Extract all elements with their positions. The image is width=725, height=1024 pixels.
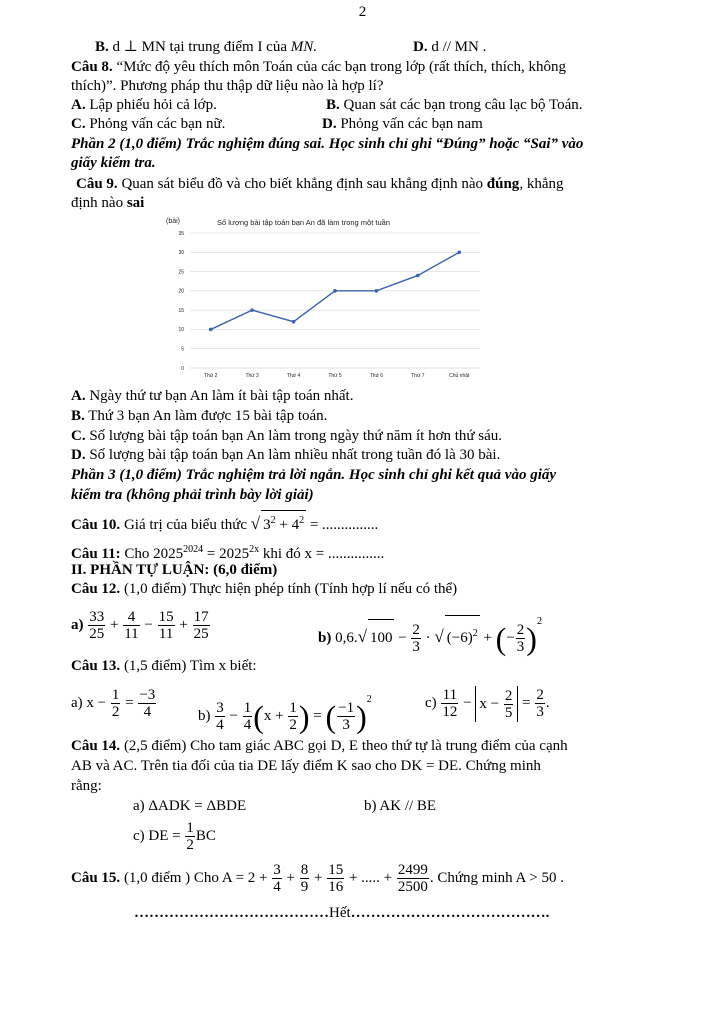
- chart-y-tick-label: 10: [178, 327, 184, 334]
- q8-line2: thích)”. Phương pháp thu thập dữ liệu nào là hợp lí?: [71, 78, 384, 94]
- q9-line1: Câu 9. Quan sát biểu đồ và cho biết khẳng định sau khẳng định nào đúng, khẳng: [76, 176, 564, 192]
- chart-y-tick-label: 5: [181, 346, 184, 353]
- chart-data-point: [333, 289, 337, 293]
- q10: Câu 10. Giá trị của biểu thức √ $3^2 + 4^2$ = ...............: [71, 510, 378, 535]
- q13-b: b) $\frac{3}{4}$ − $\frac{1}{4}$ (x + $\frac{1}{2}$ ) = ( $\frac{-1}{3}$ )$^2$: [198, 694, 372, 735]
- q14-part-a: a) ΔADK = ΔBDE: [133, 798, 247, 814]
- end-line: …………………………………Hết………………………………….: [134, 905, 550, 921]
- chart-x-tick-label: Thứ 2: [204, 373, 218, 379]
- page-number: 2: [358, 4, 367, 20]
- part3-heading-line1: Phần 3 (1,0 điểm) Trắc nghiệm trả lời ngắn. Học sinh chỉ ghi kết quả vào giấy: [71, 467, 557, 483]
- chart-title: Số lượng bài tập toán bạn An đã làm trong một tuần: [217, 218, 390, 227]
- part2-heading-line2: giấy kiểm tra.: [71, 155, 156, 171]
- q11: Câu 11: Cho $2025^{2024} = 2025^{2x}$ khi đó x = ...............: [71, 544, 385, 562]
- q13-c: c) $\frac{11}{12}$ − x − $\frac{2}{5}$ = $\frac{2}{3}$ .: [425, 687, 550, 721]
- section-2-title: II. PHẦN TỰ LUẬN: (6,0 điểm): [71, 562, 278, 578]
- q9-statement-d: D. Số lượng bài tập toán bạn An làm nhiều nhất trong tuần đó là 30 bài.: [71, 447, 501, 463]
- chart-y-tick-label: 0: [181, 365, 184, 372]
- chart-y-tick-label: 25: [178, 269, 184, 276]
- q14-line3: rằng:: [71, 778, 102, 794]
- q15: Câu 15. (1,0 điểm ) Cho A = 2 + $\frac{3}{4}$ + $\frac{8}{9}$ + $\frac{15}{16}$ + ..... + $\frac{2499}{2500}$ . Chứng minh A > 50 .: [71, 862, 564, 896]
- q14-line1: Câu 14. (2,5 điểm) Cho tam giác ABC gọi D, E theo thứ tự là trung điểm của cạnh: [71, 738, 568, 754]
- q9-statement-c: C. Số lượng bài tập toán bạn An làm trong ngày thứ năm ít hơn thứ sáu.: [71, 428, 503, 444]
- part2-heading-line1: Phần 2 (1,0 điểm) Trắc nghiệm đúng sai. Học sinh chỉ ghi “Đúng” hoặc “Sai” vào: [71, 136, 584, 152]
- q12-a: a) $\frac{33}{25}$ + $\frac{4}{11}$ − $\frac{15}{11}$ + $\frac{17}{25}$: [71, 609, 209, 643]
- q13-a: a) x − $\frac{1}{2}$ = $\frac{-3}{4}$: [71, 687, 156, 721]
- q14-line2: AB và AC. Trên tia đối của tia DE lấy điểm K sao cho DK = DE. Chứng minh: [71, 758, 541, 774]
- q10-radicand: $3^2 + 4^2$: [261, 510, 306, 535]
- q8-option-c: C. Phỏng vấn các bạn nữ.: [71, 116, 226, 132]
- part3-heading-line2: kiểm tra (không phải trình bày lời giải): [71, 487, 314, 503]
- q13-heading: Câu 13. (1,5 điểm) Tìm x biết:: [71, 658, 257, 674]
- q8-option-d: D. Phỏng vấn các bạn nam: [322, 116, 483, 132]
- q9-statement-b: B. Thứ 3 bạn An làm được 15 bài tập toán.: [71, 408, 328, 424]
- q9-line2: định nào sai: [71, 195, 145, 211]
- chart-data-point: [292, 320, 296, 324]
- chart-y-tick-label: 35: [178, 230, 184, 237]
- q12-b: b) 0,6.√ 100 − $\frac{2}{3}$ · √ $(-6)^2$ + (− $\frac{2}{3}$ )$^2$: [318, 616, 542, 657]
- q7-option-d: D. d // MN .: [413, 39, 487, 55]
- q14-part-c: c) DE = $\frac{1}{2}$ BC: [133, 820, 216, 854]
- chart-data-point: [375, 289, 379, 293]
- chart-data-point: [457, 250, 461, 254]
- q14-part-b: b) AK // BE: [364, 798, 437, 814]
- chart-y-tick-label: 15: [178, 307, 184, 314]
- chart-x-tick-label: Thứ 5: [328, 373, 342, 379]
- q7-option-b: B. d ⊥ MN tại trung điểm I của MN.: [95, 39, 318, 55]
- exercise-line-chart: [162, 213, 492, 385]
- chart-y-axis-label: (bài): [166, 218, 181, 225]
- q12-heading: Câu 12. (1,0 điểm) Thực hiện phép tính (Tính hợp lí nếu có thể): [71, 581, 458, 597]
- chart-data-point: [209, 328, 213, 332]
- q8-option-b: B. Quan sát các bạn trong câu lạc bộ Toán.: [326, 97, 583, 113]
- q8-option-a: A. Lập phiếu hỏi cả lớp.: [71, 97, 217, 113]
- chart-x-tick-label: Thứ 4: [286, 373, 301, 379]
- chart-svg: [162, 213, 492, 385]
- chart-x-tick-label: Chủ nhật: [449, 373, 470, 379]
- chart-data-point: [416, 274, 420, 278]
- chart-y-tick-label: 30: [178, 250, 184, 257]
- q8-line1: Câu 8. “Mức độ yêu thích môn Toán của các bạn trong lớp (rất thích, thích, không: [71, 59, 567, 75]
- chart-y-tick-label: 20: [178, 288, 184, 295]
- q9-statement-a: A. Ngày thứ tư bạn An làm ít bài tập toán nhất.: [71, 388, 354, 404]
- chart-x-tick-label: Thứ 3: [245, 373, 259, 379]
- chart-x-tick-label: Thứ 6: [369, 373, 384, 379]
- chart-x-tick-label: Thứ 7: [411, 373, 425, 379]
- chart-data-point: [250, 308, 254, 312]
